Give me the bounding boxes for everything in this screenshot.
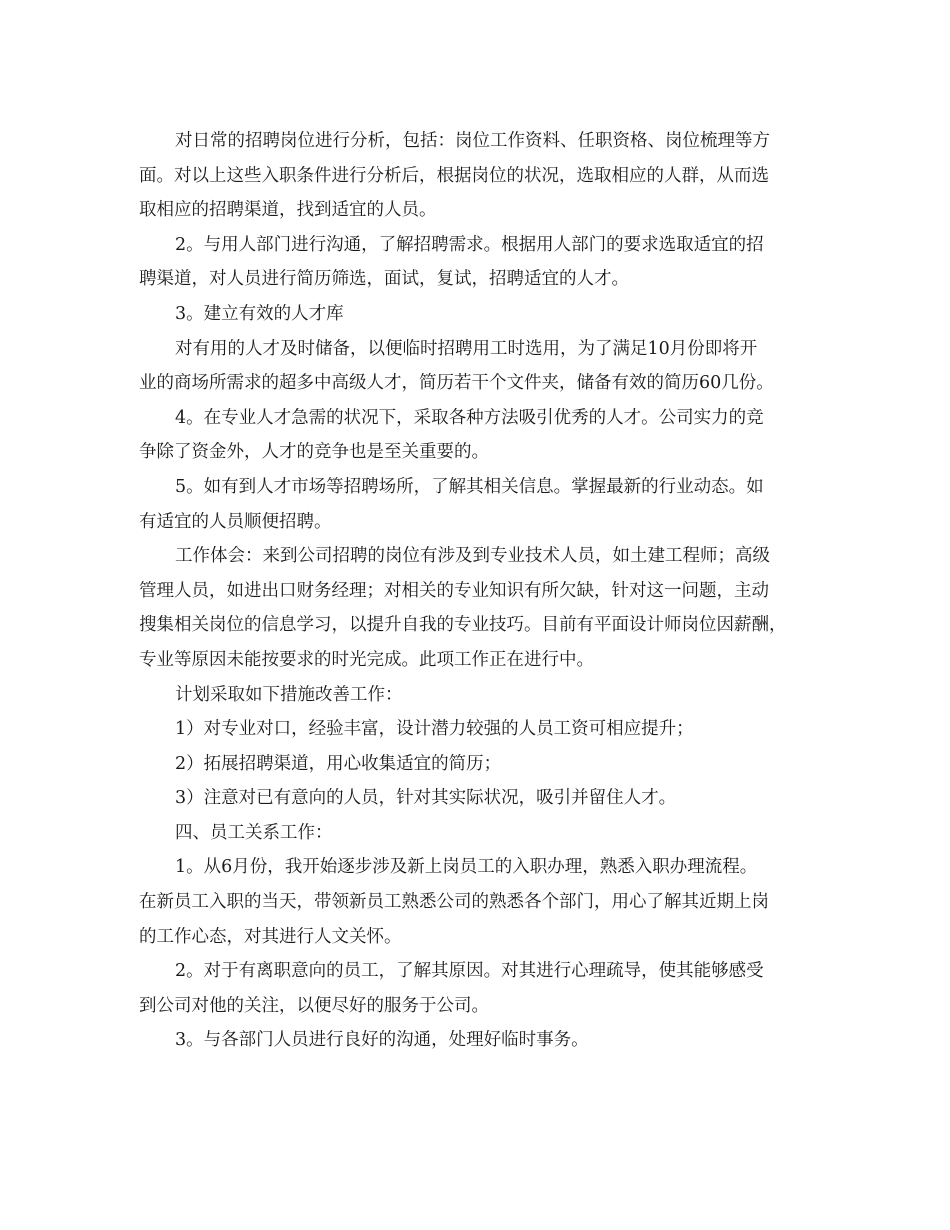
body-line: 有适宜的人员顺便招聘。 bbox=[139, 511, 332, 532]
body-line: 争除了资金外，人才的竞争也是至关重要的。 bbox=[139, 442, 489, 463]
body-line: 在新员工入职的当天，带领新员工熟悉公司的熟悉各个部门，用心了解其近期上岗 bbox=[139, 892, 769, 913]
body-line: 面。对以上这些入职条件进行分析后，根据岗位的状况，选取相应的人群，从而选 bbox=[139, 165, 769, 186]
body-line: 2。与用人部门进行沟通，了解招聘需求。根据用人部门的要求选取适宜的招 bbox=[175, 234, 764, 255]
list-item: 3）注意对已有意向的人员，针对其实际状况，吸引并留住人才。 bbox=[175, 788, 677, 809]
body-line: 管理人员，如进出口财务经理；对相关的专业知识有所欠缺，针对这一问题，主动 bbox=[139, 580, 769, 601]
body-line: 对日常的招聘岗位进行分析，包括：岗位工作资料、任职资格、岗位梳理等方 bbox=[175, 131, 770, 151]
body-line: 搜集相关岗位的信息学习，以提升自我的专业技巧。目前有平面设计师岗位因薪酬， bbox=[139, 615, 787, 636]
list-item: 1）对专业对口，经验丰富，设计潜力较强的人员工资可相应提升； bbox=[175, 719, 694, 740]
body-line: 专业等原因未能按要求的时光完成。此项工作正在进行中。 bbox=[139, 649, 594, 670]
body-line: 3。与各部门人员进行良好的沟通，处理好临时事务。 bbox=[175, 1030, 589, 1051]
section-heading: 四、员工关系工作： bbox=[175, 822, 333, 843]
body-line: 1。从6月份，我开始逐步涉及新上岗员工的入职办理，熟悉入职办理流程。 bbox=[175, 857, 758, 878]
body-line: 2。对于有离职意向的员工，了解其原因。对其进行心理疏导，使其能够感受 bbox=[175, 961, 764, 982]
body-line: 到公司对他的关注，以便尽好的服务于公司。 bbox=[139, 995, 489, 1016]
body-line: 聘渠道，对人员进行简历筛选，面试，复试，招聘适宜的人才。 bbox=[139, 269, 629, 290]
body-line: 的工作心态，对其进行人文关怀。 bbox=[139, 926, 402, 947]
body-line: 取相应的招聘渠道，找到适宜的人员。 bbox=[139, 200, 437, 221]
list-item: 2）拓展招聘渠道，用心收集适宜的简历； bbox=[175, 753, 502, 774]
section-heading: 3。建立有效的人才库 bbox=[175, 303, 344, 324]
body-line: 计划采取如下措施改善工作： bbox=[175, 684, 403, 705]
body-line: 业的商场所需求的超多中高级人才，简历若干个文件夹，储备有效的简历60几份。 bbox=[139, 373, 774, 394]
body-line: 对有用的人才及时储备，以便临时招聘用工时选用，为了满足10月份即将开 bbox=[175, 338, 758, 359]
body-line: 5。如有到人才市场等招聘场所，了解其相关信息。掌握最新的行业动态。如 bbox=[175, 476, 764, 497]
body-line: 工作体会：来到公司招聘的岗位有涉及到专业技术人员，如土建工程师；高级 bbox=[175, 546, 770, 567]
document-body bbox=[139, 124, 819, 1058]
body-line: 4。在专业人才急需的状况下，采取各种方法吸引优秀的人才。公司实力的竞 bbox=[175, 407, 764, 428]
